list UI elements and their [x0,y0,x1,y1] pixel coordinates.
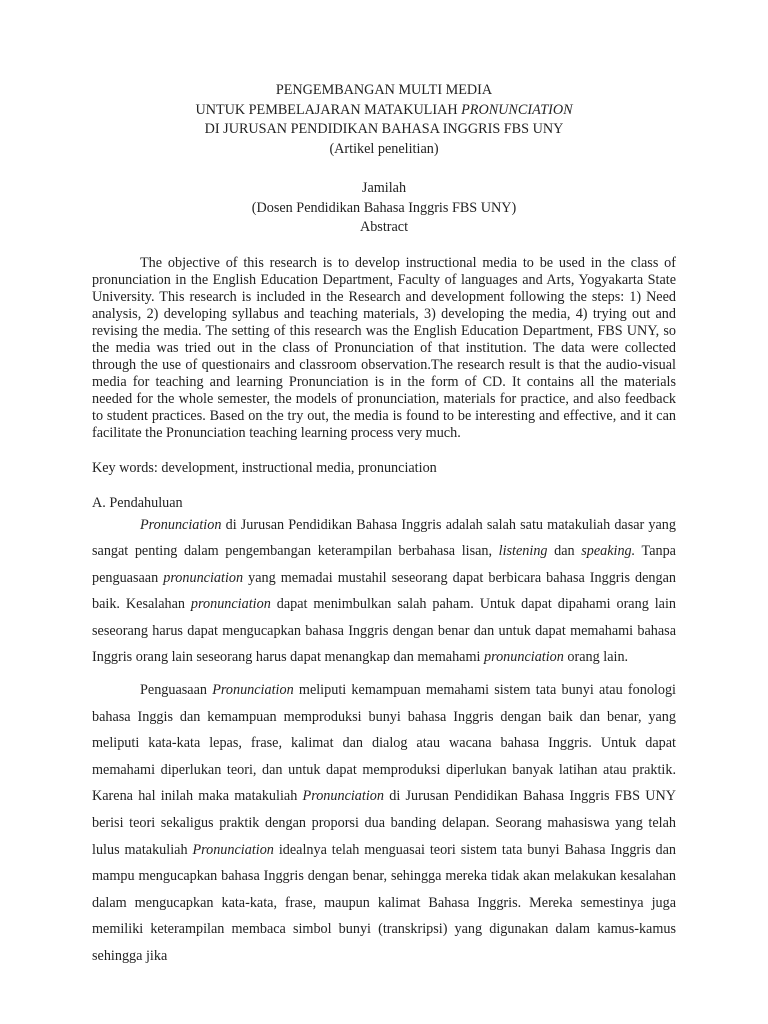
author-name: Jamilah [361,180,407,196]
article-title [92,81,676,159]
abstract-body: The objective of this research is to develop instructional media to be used in the class of pronunciation in the English Education Department, Faculty of languages and Arts, Yogyakarta State University. This research is included in the Research and development following the steps: 1) Need analysis, 2) developing syllabus and teaching materials, 3) developing the media, 4) trying out and revising the media. The setting of this research was the English Education Department, FBS UNY, so the media was tried out in the class of Pronunciation of that institution. The data were collected through the use of questionairs and classroom observation.The research result is that the audio-visual media for teaching and learning Pronunciation is in the form of CD. It contains all the materials needed for the whole semester, the models of pronunciation, materials for practice, and also feedback to student practices. Based on the try out, the media is found to be interesting and effective, and it can facilitate the Pronunciation teaching learning process very much. [92,254,676,441]
author-affiliation: (Dosen Pendidikan Bahasa Inggris FBS UNY) [251,199,517,216]
title-line-2: UNTUK PEMBELAJARAN MATAKULIAH PRONUNCIATION [195,101,573,118]
title-line-1: PENGEMBANGAN MULTI MEDIA [275,82,493,98]
paragraph-2: Penguasaan Pronunciation meliputi kemampuan memahami sistem tata bunyi atau fonologi bahasa Inggis dan kemampuan memproduksi bunyi bahasa Inggris dengan baik dan benar, yang meliputi kata-kata lepas, frase, kalimat dan dialog atau wacana bahasa Inggris. Untuk dapat memahami diperlukan teori, dan untuk dapat memproduksi diperlukan banyak latihan atau praktik. Karena hal inilah maka matakuliah Pronunciation di Jurusan Pendidikan Bahasa Inggris FBS UNY berisi teori sekaligus praktik dengan proporsi dua banding delapan. Seorang mahasiswa yang telah lulus matakuliah Pronunciation idealnya telah menguasai teori sistem tata bunyi Bahasa Inggris dan mampu mengucapkan bahasa Inggris dengan benar, sehingga mereka tidak akan melakukan kesalahan dalam mengucapkan kata-kata, frase, maupun kalimat Bahasa Inggris. Mereka semestinya juga memiliki keterampilan membaca simbol bunyi (transkripsi) yang digunakan dalam kamus-kamus sehingga jika [92,682,676,964]
paragraph-1: Pronunciation di Jurusan Pendidikan Bahasa Inggris adalah salah satu matakuliah dasar yang sangat penting dalam pengembangan keterampilan berbahasa lisan, listening dan speaking. Tanpa penguasaan pronunciation yang memadai mustahil seseorang dapat berbicara bahasa Inggris dengan baik. Kesalahan pronunciation dapat menimbulkan salah paham. Untuk dapat dipahami orang lain seseorang harus dapat mengucapkan bahasa Inggris dengan benar dan untuk dapat memahami bahasa Inggris orang lain seseorang harus dapat menangkap dan memahami pronunciation orang lain. [92,516,676,666]
abstract-heading: Abstract [359,219,409,235]
section-heading: A. Pendahuluan [92,494,183,511]
title-line-3: DI JURUSAN PENDIDIKAN BAHASA INGGRIS FBS UNY [204,121,564,137]
author-block [92,179,676,238]
keywords: Key words: development, instructional media, pronunciation [92,459,437,476]
title-line-4: (Artikel penelitian) [329,140,439,157]
